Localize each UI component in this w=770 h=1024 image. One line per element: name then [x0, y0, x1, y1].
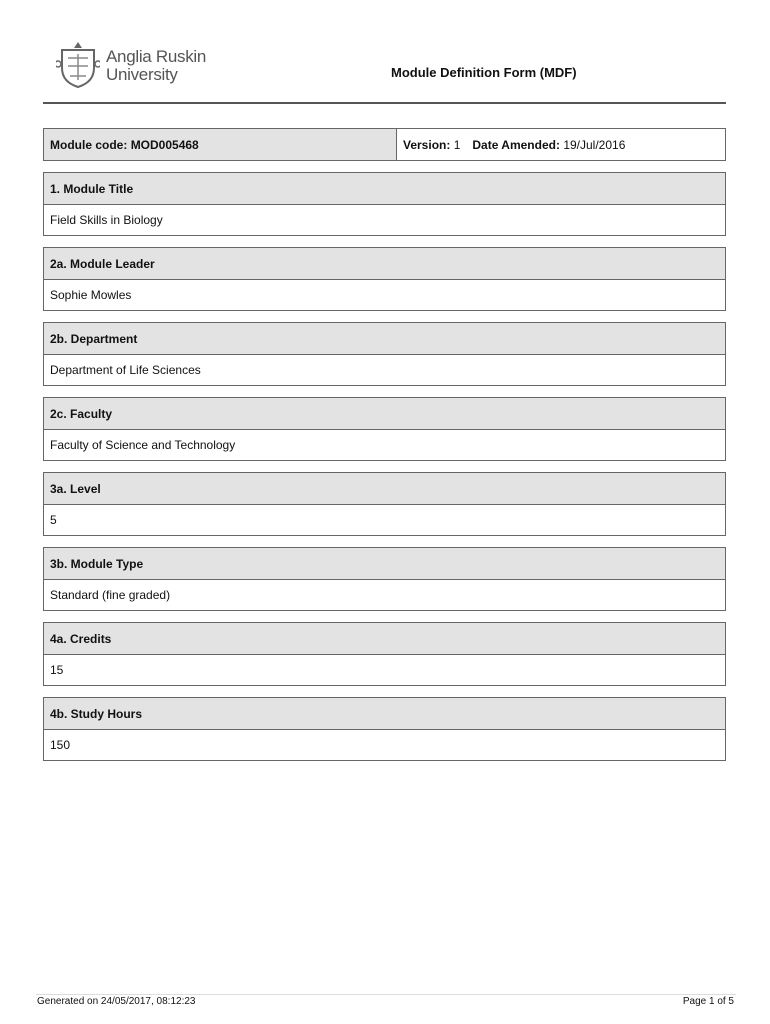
- section-heading: 1. Module Title: [44, 173, 725, 205]
- footer-divider: [36, 994, 736, 995]
- section-heading: 2c. Faculty: [44, 398, 725, 430]
- section-study-hours: [43, 697, 726, 761]
- section-heading: 4a. Credits: [44, 623, 725, 655]
- section-value: Field Skills in Biology: [50, 213, 163, 227]
- section-department: [43, 322, 726, 386]
- section-heading: 2b. Department: [44, 323, 725, 355]
- university-logo: [56, 40, 216, 88]
- section-module-leader: [43, 247, 726, 311]
- university-name: [106, 48, 206, 84]
- section-level: [43, 472, 726, 536]
- version-date-cell: [397, 129, 725, 160]
- section-value: Faculty of Science and Technology: [50, 438, 236, 452]
- section-heading: 3b. Module Type: [44, 548, 725, 580]
- section-value: 150: [50, 738, 71, 752]
- university-name-line2: University: [106, 65, 178, 84]
- form-title: Module Definition Form (MDF): [391, 65, 577, 80]
- version-label: Version:: [403, 137, 451, 152]
- version-value: 1: [453, 137, 461, 152]
- section-faculty: [43, 397, 726, 461]
- section-value: 15: [50, 663, 64, 677]
- module-code-value: MOD005468: [130, 137, 199, 152]
- date-amended-value: 19/Jul/2016: [563, 137, 626, 152]
- section-heading: 4b. Study Hours: [44, 698, 725, 730]
- section-module-type: [43, 547, 726, 611]
- university-name-line1: Anglia Ruskin: [106, 47, 207, 66]
- module-code-cell: [44, 129, 397, 160]
- section-heading: 3a. Level: [44, 473, 725, 505]
- header-divider: [43, 102, 726, 104]
- crest-icon: [56, 40, 100, 88]
- section-heading: 2a. Module Leader: [44, 248, 725, 280]
- generated-timestamp: Generated on 24/05/2017, 08:12:23: [37, 996, 196, 1007]
- section-value: Department of Life Sciences: [50, 363, 201, 377]
- date-amended-label: Date Amended:: [472, 137, 560, 152]
- module-code-label: Module code:: [50, 137, 128, 152]
- page-number: Page 1 of 5: [682, 996, 734, 1007]
- module-code-row: [43, 128, 726, 161]
- section-module-title: [43, 172, 726, 236]
- section-credits: [43, 622, 726, 686]
- section-value: Standard (fine graded): [50, 588, 171, 602]
- section-value: 5: [50, 513, 57, 527]
- section-value: Sophie Mowles: [50, 288, 132, 302]
